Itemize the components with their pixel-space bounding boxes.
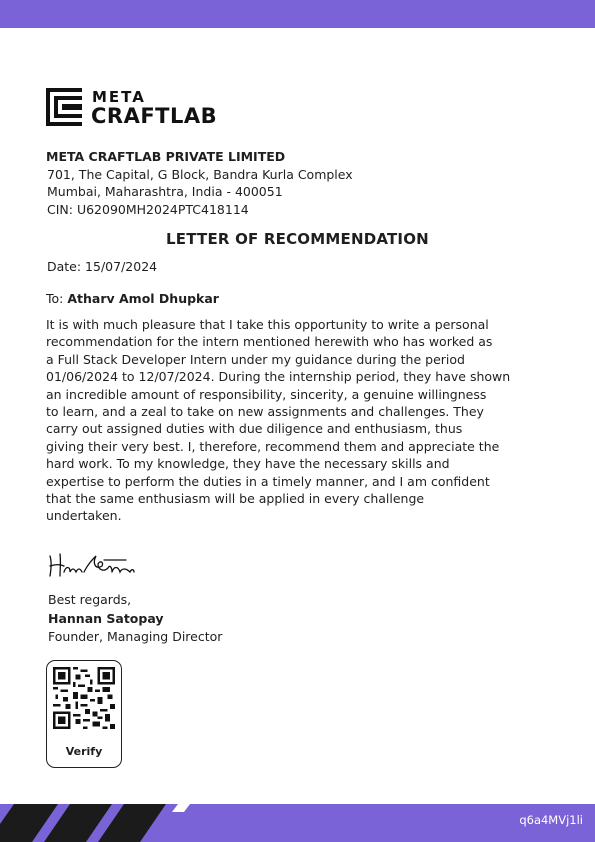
company-address-line1: 701, The Capital, G Block, Bandra Kurla Complex — [47, 166, 353, 182]
body-line: an incredible amount of responsibility, sincerity, a genuine willingness — [46, 386, 487, 402]
company-address-line2: Mumbai, Maharashtra, India - 400051 — [47, 184, 283, 199]
logo-mark-icon — [46, 88, 82, 126]
body-line: to learn, and a zeal to take on new assignments and challenges. They — [46, 404, 484, 420]
verify-qr-card[interactable] — [46, 660, 122, 768]
to-label: To: — [46, 291, 64, 306]
document-verification-code: q6a4MVj1li — [519, 813, 583, 827]
company-cin: CIN: U62090MH2024PTC418114 — [47, 201, 249, 217]
signer-designation: Founder, Managing Director — [48, 629, 223, 644]
body-line: a Full Stack Developer Intern under my guidance during the period — [46, 351, 465, 367]
recipient-line — [46, 291, 219, 306]
body-line: giving their very best. I, therefore, recommend them and appreciate the — [46, 438, 500, 454]
body-line: expertise to perform the duties in a timely manner, and I am confident — [46, 473, 490, 489]
body-line: hard work. To my knowledge, they have the necessary skills and — [46, 456, 450, 472]
company-block — [46, 148, 353, 218]
letter-body — [46, 316, 556, 525]
recipient-name: Atharv Amol Dhupkar — [67, 291, 219, 306]
bottom-accent-band — [0, 804, 595, 842]
qr-code-icon[interactable] — [53, 667, 115, 729]
logo-text-craftlab: CRAFTLAB — [91, 104, 218, 128]
handwritten-signature — [46, 548, 136, 582]
company-logo — [46, 88, 216, 128]
body-line: It is with much pleasure that I take this opportunity to write a personal — [46, 317, 489, 332]
letter-title: LETTER OF RECOMMENDATION — [166, 230, 429, 248]
letter-date: Date: 15/07/2024 — [47, 259, 158, 274]
closing-block — [48, 591, 222, 647]
signer-name: Hannan Satopay — [48, 610, 164, 626]
body-line: undertaken. — [46, 508, 122, 524]
body-line: 01/06/2024 to 12/07/2024. During the internship period, they have shown — [46, 369, 511, 385]
company-name: META CRAFTLAB PRIVATE LIMITED — [46, 149, 286, 164]
logo-text-meta: META — [92, 88, 146, 106]
closing-regards: Best regards, — [48, 592, 132, 607]
body-line: recommendation for the intern mentioned herewith who has worked as — [46, 334, 493, 350]
body-line: that the same enthusiasm will be applied in every challenge — [46, 491, 425, 507]
body-line: carry out assigned duties with due diligence and enthusiasm, thus — [46, 421, 463, 437]
verify-button[interactable]: Verify — [65, 745, 103, 758]
top-accent-band — [0, 0, 595, 28]
